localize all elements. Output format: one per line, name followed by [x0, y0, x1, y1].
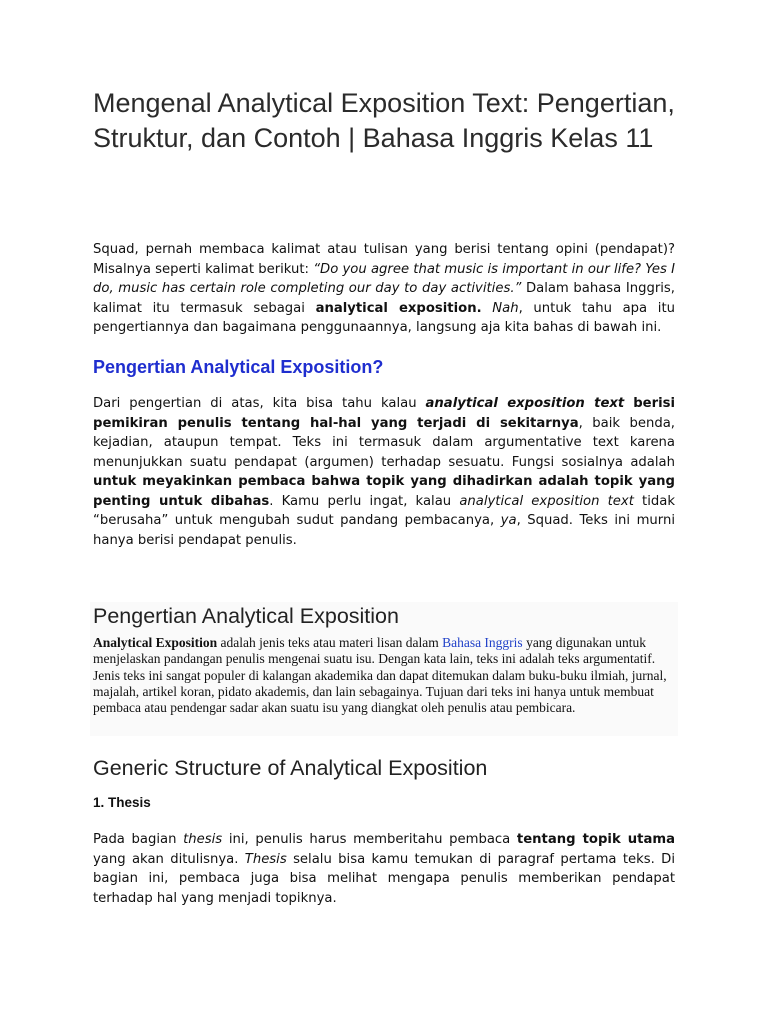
- definition-text-3: , baik benda, kejadian, ataupun tempat. Teks ini termasuk dalam argumentative text karena menunjukkan suatu pendapat (argumen) terhadap sesuatu. Fungsi sosialnya adalah: [93, 415, 675, 470]
- definition-text-6: , Squad. Teks ini murni hanya berisi pendapat penulis.: [93, 513, 675, 548]
- thesis-heading: 1. Thesis: [93, 795, 151, 810]
- definition-heading: Pengertian Analytical Exposition?: [93, 357, 384, 377]
- definition-box: [90, 602, 678, 736]
- intro-text-1: Squad, pernah membaca kalimat atau tulisan yang berisi tentang opini (pendapat)? Misalnya seperti kalimat berikut:: [93, 242, 675, 277]
- box-text-1: adalah jenis teks atau materi lisan dalam: [217, 635, 443, 650]
- definition-bold-1: berisi pemikiran penulis tentang hal-hal yang terjadi di sekitarnya: [93, 396, 675, 431]
- page-title: Mengenal Analytical Exposition Text: Pengertian, Struktur, dan Contoh | Bahasa Inggris Kelas 11: [93, 88, 675, 153]
- box-bold-term: Analytical Exposition: [93, 635, 218, 650]
- intro-nah: Nah: [492, 300, 519, 316]
- definition-paragraph: [93, 394, 675, 550]
- box-text-2: yang digunakan untuk menjelaskan pandangan penulis mengenai suatu isu. Dengan kata lain, teks ini adalah teks argumentatif. Jenis teks ini sangat populer di kalangan akademika dan dapat ditemukan dalam buku-buku ilmiah, jurnal, majalah, artikel koran, pidato akademis, dan lain sebagainya. Tujuan dari teks ini hanya untuk membuat pembaca atau pendengar sadar akan suatu isu yang diangkat oleh penulis atau pembicara.: [93, 635, 667, 716]
- intro-text-4: , untuk tahu apa itu pengertiannya dan bagaimana penggunaannya, langsung aja kita bahas di bawah ini.: [93, 300, 675, 335]
- intro-text-2: Dalam bahasa Inggris, kalimat itu termasuk sebagai: [93, 281, 675, 316]
- definition-text-4: . Kamu perlu ingat, kalau: [269, 493, 460, 509]
- box-heading: Pengertian Analytical Exposition: [93, 604, 399, 628]
- thesis-text-3: yang akan ditulisnya.: [93, 851, 245, 867]
- thesis-italic-2: Thesis: [244, 851, 287, 867]
- definition-text-2: [624, 396, 633, 411]
- structure-heading: Generic Structure of Analytical Exposition: [93, 756, 488, 780]
- definition-bold-2: untuk meyakinkan pembaca bahwa topik yang dihadirkan adalah topik yang penting untuk dibahas: [93, 474, 675, 509]
- box-paragraph: [93, 635, 669, 716]
- definition-text-1: Dari pengertian di atas, kita bisa tahu kalau: [93, 396, 426, 411]
- intro-bold-term: analytical exposition.: [315, 300, 482, 316]
- intro-quote: “Do you agree that music is important in our life? Yes I do, music has certain role completing our day to day activities.”: [93, 261, 675, 296]
- thesis-text-1: Pada bagian: [93, 832, 184, 847]
- thesis-bold-1: tentang topik utama: [516, 832, 675, 847]
- intro-paragraph: [93, 240, 675, 338]
- definition-bold-italic-term: analytical exposition text: [425, 396, 625, 411]
- thesis-paragraph: [93, 830, 675, 908]
- thesis-text-2: ini, penulis harus memberitahu pembaca: [222, 832, 517, 847]
- thesis-italic-1: thesis: [183, 832, 223, 847]
- definition-italic-2: ya: [500, 513, 517, 528]
- bahasa-inggris-link[interactable]: Bahasa Inggris: [442, 635, 523, 650]
- thesis-text-4: selalu bisa kamu temukan di paragraf pertama teks. Di bagian ini, pembaca juga bisa melihat mengapa penulis memberikan pendapat terhadap hal yang menjadi topiknya.: [93, 851, 675, 906]
- definition-text-5: tidak “berusaha” untuk mengubah sudut pandang pembacanya,: [93, 493, 675, 528]
- intro-text-3: [482, 301, 493, 316]
- definition-italic-1: analytical exposition text: [459, 493, 634, 509]
